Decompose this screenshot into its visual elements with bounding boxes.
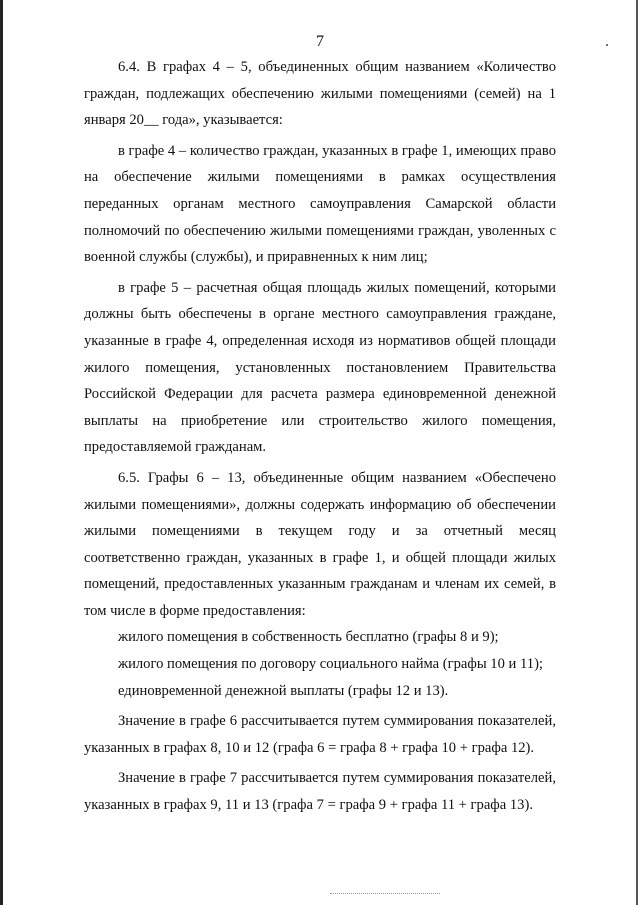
paragraph-grafa-6-calc: Значение в графе 6 рассчитывается путем суммирования показателей, указанных в графах 8, 10 и 12 (графа 6 = графа 8 + графа 10 + графа 12). <box>84 713 556 756</box>
list-item-form-2: жилого помещения по договору социального найма (графы 10 и 11); <box>118 656 543 673</box>
list-item-form-1: жилого помещения в собственность бесплатно (графы 8 и 9); <box>118 629 499 646</box>
paragraph-grafa-5: в графе 5 – расчетная общая площадь жилых помещений, которыми должны быть обеспечены в органе местного самоуправления граждане, указанные в графе 4, определенная исходя из нормативов общей площади жилого помещения, установленных постановлением Правительства Российской Федерации для расчета размера единовременной денежной выплаты на приобретение или строительство жилого помещения, предоставляемой гражданам. <box>84 279 556 456</box>
scan-bottom-marks <box>330 893 440 896</box>
paragraph-grafa-7-calc: Значение в графе 7 рассчитывается путем суммирования показателей, указанных в графах 9, 11 и 13 (графа 7 = графа 9 + графа 11 + графа 13). <box>84 770 556 814</box>
paragraph-6-5: 6.5. Графы 6 – 13, объединенные общим названием «Обеспечено жилыми помещениями», должны содержать информацию об обеспечении жилыми помещениями в текущем году и за отчетный месяц соответственно граждан, указанных в графе 1, и общей площади жилых помещений, предоставленных указанным гражданам и членам их семей, в том числе в форме предоставления: <box>84 469 556 619</box>
list-item-form-3: единовременной денежной выплаты (графы 12 и 13). <box>118 682 449 699</box>
scan-left-edge <box>0 0 3 905</box>
paragraph-grafa-4: в графе 4 – количество граждан, указанных в графе 1, имеющих право на обеспечение жилыми помещениями в рамках осуществления переданных органам местного самоуправления Самарской области полномочий по обеспечению жилыми помещениями граждан, уволенных с военной службы (службы), и приравненных к ним лиц; <box>84 142 556 266</box>
page-number: 7 <box>316 33 324 50</box>
paragraph-6-4: 6.4. В графах 4 – 5, объединенных общим названием «Количество граждан, подлежащих обеспечению жилыми помещениями (семей) на 1 января 20__ года», указывается: <box>84 59 556 129</box>
document-body <box>84 54 556 819</box>
scan-right-edge <box>636 0 638 905</box>
